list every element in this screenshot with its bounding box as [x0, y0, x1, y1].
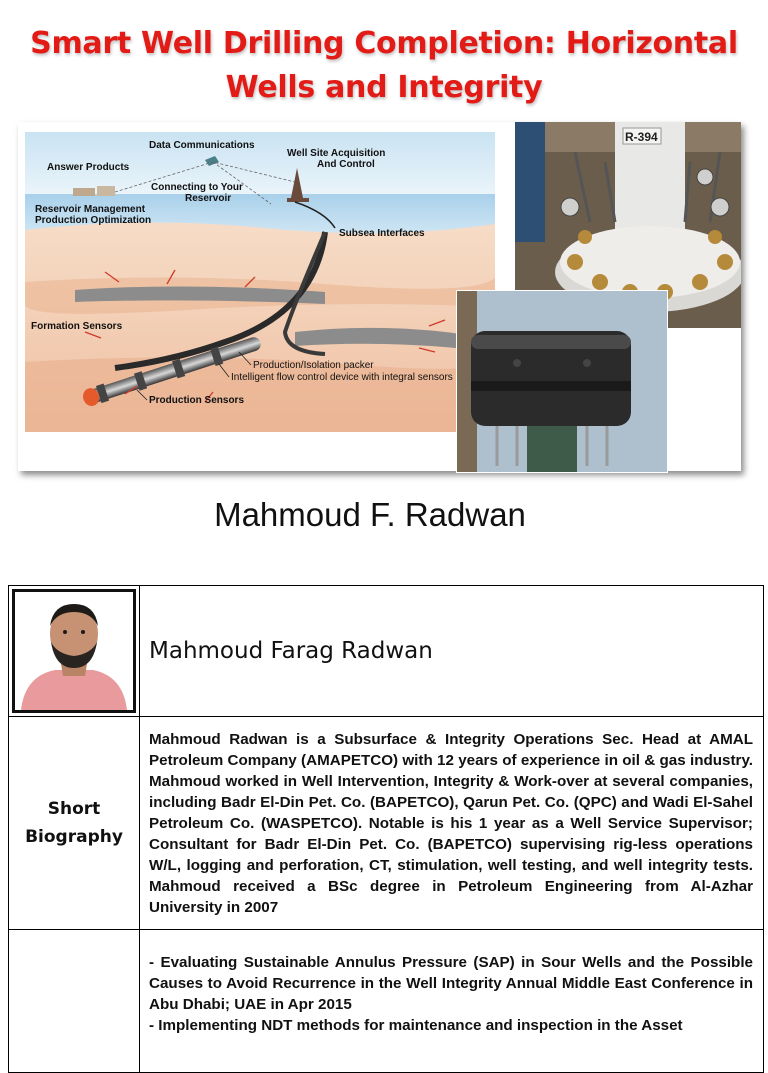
title-line-2: Wells and Integrity	[225, 70, 543, 105]
diagram-label: Production Sensors	[149, 395, 245, 406]
title-line-1: Smart Well Drilling Completion: Horizontal	[30, 26, 738, 61]
photo-tag: R-394	[625, 130, 658, 144]
diagram-label: Subsea Interfaces	[339, 228, 425, 239]
publications-text	[140, 930, 764, 1073]
diagram-label: Reservoir Management	[35, 204, 146, 215]
portrait-image	[15, 592, 133, 710]
biography-text: Mahmoud Radwan is a Subsurface & Integrity Operations Sec. Head at AMAL Petroleum Company (AMAPETCO) with 12 years of experience in oil & gas industry. Mahmoud worked in Well Intervention, Integrity & Work-over at several companies, including Badr El-Din Pet. Co. (BAPETCO), Qarun Pet. Co. (QPC) and Wadi El-Sahel Petroleum Co. (WASPETCO). Notable is his 1 year as a Well Service Supervisor; Consultant for Badr El-Din Pet. Co. (BAPETCO) supervising rig-less operations W/L, logging and perforation, CT, stimulation, well testing, and well integrity tests. Mahmoud received a BSc degree in Petroleum Engineering from Al-Azhar University in 2007	[140, 717, 764, 930]
profile-table	[8, 585, 764, 1073]
building-icon	[73, 188, 95, 196]
diagram-label: Data Communications	[149, 140, 255, 151]
page-title	[0, 22, 768, 110]
biography-label-line2: Biography	[25, 827, 123, 847]
diagram-label: Well Site Acquisition	[287, 148, 386, 159]
packer-photo	[456, 290, 668, 473]
diagram-label: And Control	[317, 159, 375, 170]
publication-item: - Evaluating Sustainable Annulus Pressure (SAP) in Sour Wells and the Possible Causes to Avoid Recurrence in the Well Integrity Annual Middle East Conference in Abu Dhabi; UAE in Apr 2015	[149, 954, 753, 1013]
diagram-label: Connecting to Your	[151, 182, 243, 193]
publications-row	[9, 930, 764, 1073]
profile-name: Mahmoud Farag Radwan	[140, 586, 764, 717]
author-name: Mahmoud F. Radwan	[214, 496, 526, 533]
profile-header-row	[9, 586, 764, 717]
biography-row	[9, 717, 764, 930]
biography-label-line1: Short	[47, 799, 101, 819]
diagram-label: Intelligent flow control device with integral sensors	[231, 372, 453, 383]
publication-item: - Implementing NDT methods for maintenance and inspection in the Asset	[149, 1017, 683, 1034]
building-icon	[97, 186, 115, 196]
diagram-label: Production/Isolation packer	[253, 360, 374, 371]
avatar	[12, 589, 136, 713]
diagram-label: Answer Products	[47, 162, 130, 173]
biography-label	[9, 717, 140, 930]
diagram-label: Formation Sensors	[31, 321, 123, 332]
smart-well-diagram	[25, 132, 495, 432]
diagram-label: Reservoir	[185, 193, 232, 204]
photo-cell	[9, 586, 140, 717]
diagram-label: Production Optimization	[35, 215, 152, 226]
cover-figure	[18, 122, 741, 471]
publications-label-cell	[9, 930, 140, 1073]
